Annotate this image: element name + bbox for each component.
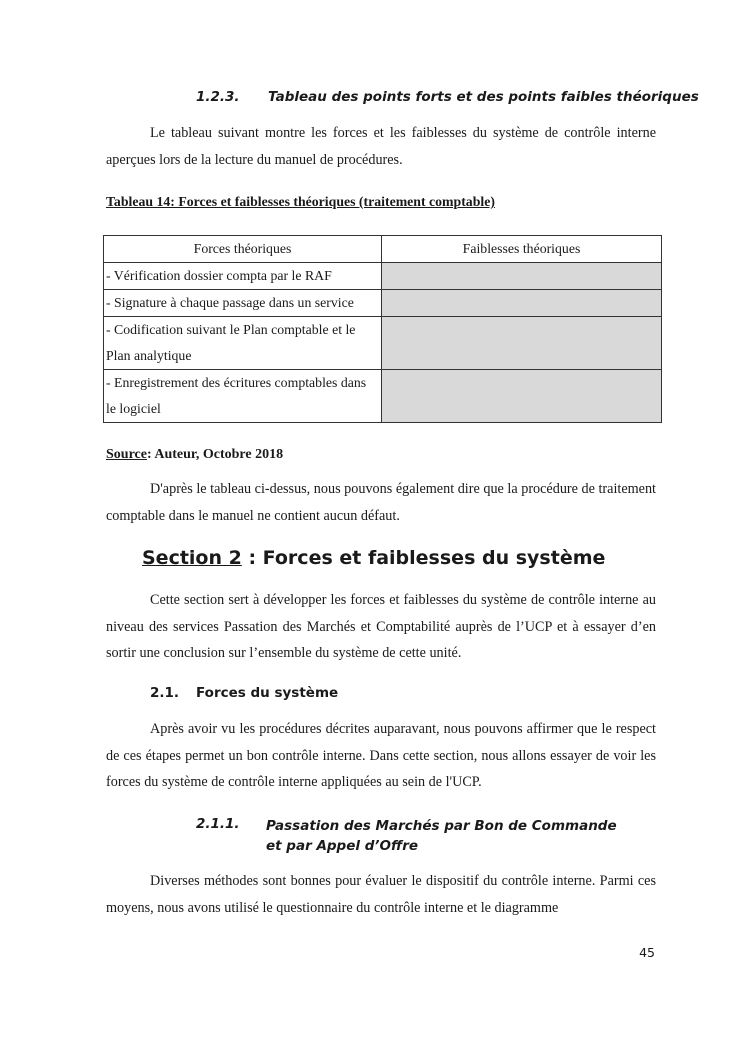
source-label: Source xyxy=(106,447,147,462)
table-source xyxy=(106,447,283,463)
page-number: 45 xyxy=(639,945,655,960)
faiblesse-cell-empty xyxy=(382,317,662,370)
paragraph-section-2: Cette section sert à développer les forces et faiblesses du système de contrôle interne au niveau des services Passation des Marchés et Comptabilité auprès de l’UCP et à essayer d’en sortir une conclusion sur l’ensemble du système de cette unité. xyxy=(106,592,656,661)
force-cell: - Enregistrement des écritures comptables dans le logiciel xyxy=(104,370,382,423)
heading-2-1-1-title: Passation des Marchés par Bon de Commande et par Appel d’Offre xyxy=(266,818,617,854)
paragraph-after-table: D'après le tableau ci-dessus, nous pouvons également dire que la procédure de traitement comptable dans le manuel ne contient aucun défaut. xyxy=(106,481,656,524)
heading-1-2-3-title: Tableau des points forts et des points faibles théoriques xyxy=(268,89,699,105)
section-2-label: Section 2 xyxy=(142,547,242,569)
table-header-row xyxy=(104,236,662,263)
heading-2-1-1-number: 2.1.1. xyxy=(196,816,240,832)
force-cell: - Codification suivant le Plan comptable et le Plan analytique xyxy=(104,317,382,370)
force-cell: - Vérification dossier compta par le RAF xyxy=(104,263,382,290)
heading-2-1-number: 2.1. xyxy=(150,685,180,701)
paragraph-intro: Le tableau suivant montre les forces et les faiblesses du système de contrôle interne aperçues lors de la lecture du manuel de procédures. xyxy=(106,125,656,168)
forces-faiblesses-table xyxy=(103,235,662,423)
force-cell: - Signature à chaque passage dans un service xyxy=(104,290,382,317)
paragraph-methods: Diverses méthodes sont bonnes pour évaluer le dispositif du contrôle interne. Parmi ces moyens, nous avons utilisé le questionnaire du contrôle interne et le diagramme xyxy=(106,873,656,916)
table-row xyxy=(104,290,662,317)
paragraph-forces: Après avoir vu les procédures décrites auparavant, nous pouvons affirmer que le respect de ces étapes permet un bon contrôle interne. Dans cette section, nous allons essayer de voir les forces du système de contrôle interne appliquées au sein de l'UCP. xyxy=(106,721,656,790)
header-forces: Forces théoriques xyxy=(104,236,382,263)
table-row xyxy=(104,317,662,370)
section-2-text: : Forces et faiblesses du système xyxy=(241,547,606,569)
heading-1-2-3-number: 1.2.3. xyxy=(196,89,240,105)
table-row xyxy=(104,263,662,290)
source-text: : Auteur, Octobre 2018 xyxy=(146,447,284,462)
faiblesse-cell-empty xyxy=(382,263,662,290)
header-faiblesses: Faiblesses théoriques xyxy=(382,236,662,263)
section-2-title xyxy=(142,547,605,569)
faiblesse-cell-empty xyxy=(382,290,662,317)
table-row xyxy=(104,370,662,423)
table-caption: Tableau 14: Forces et faiblesses théoriques (traitement comptable) xyxy=(106,194,495,209)
heading-2-1-title: Forces du système xyxy=(196,685,339,701)
faiblesse-cell-empty xyxy=(382,370,662,423)
